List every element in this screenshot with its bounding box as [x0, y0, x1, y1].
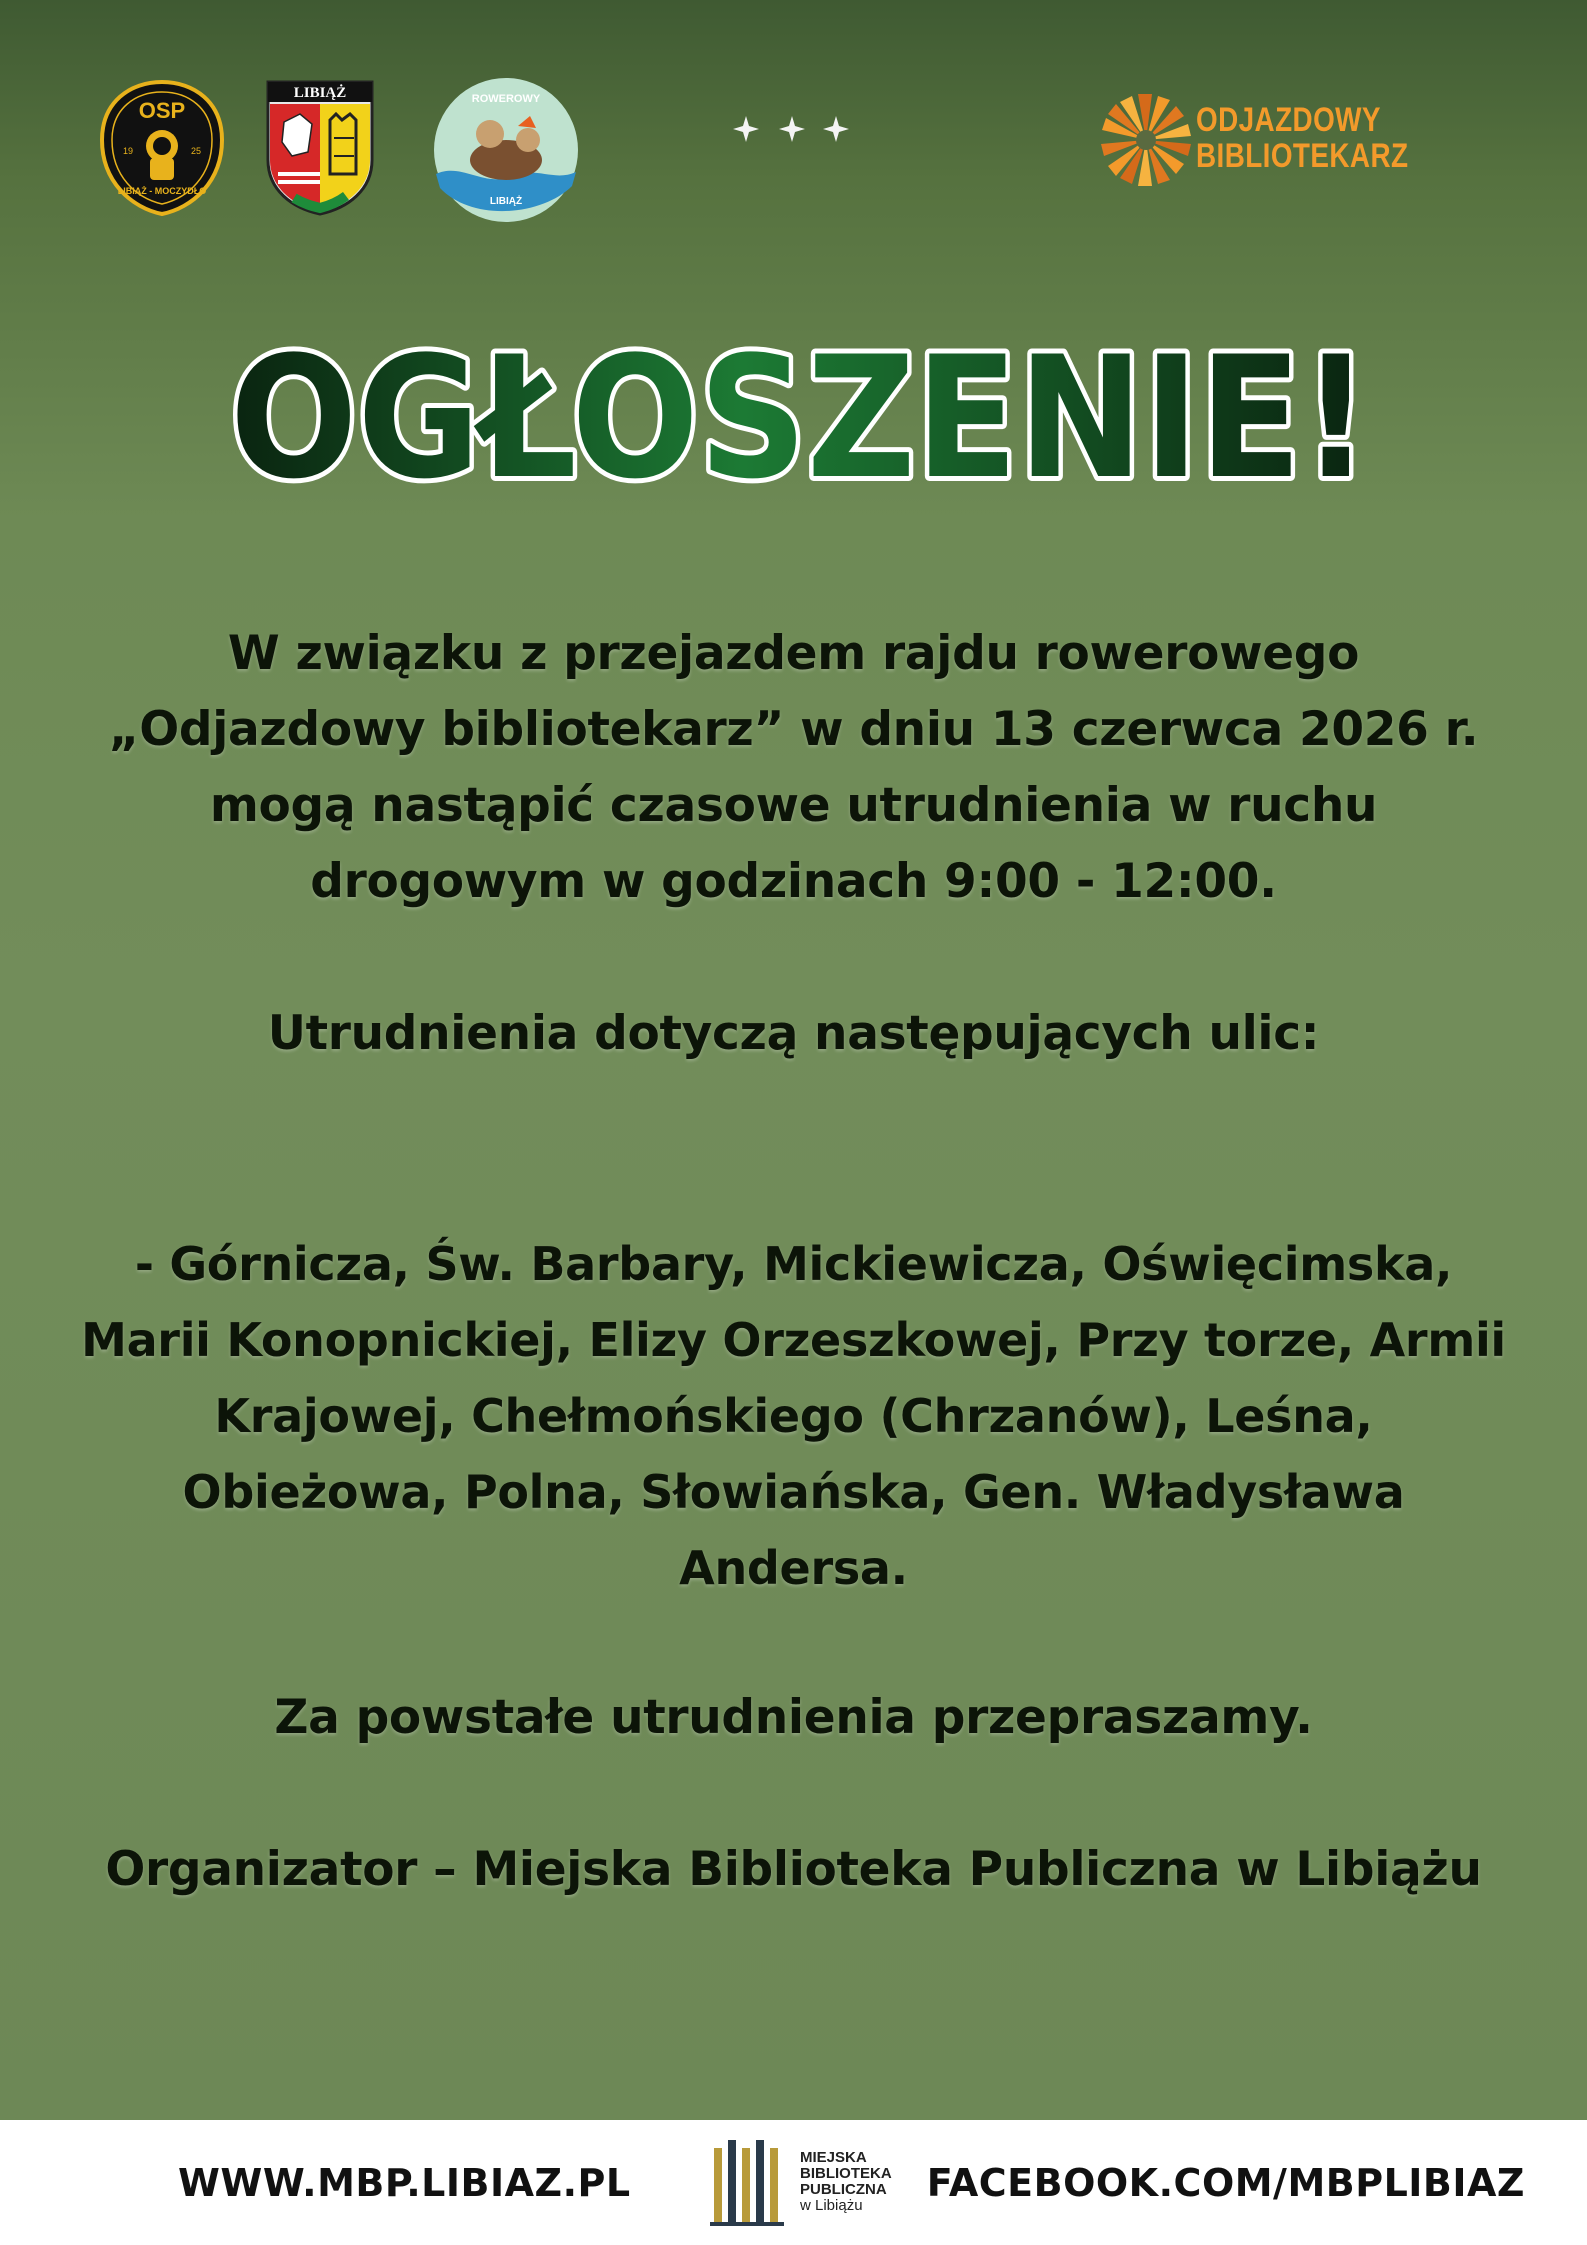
- streets-line: - Górnicza, Św. Barbary, Mickiewicza, Oświęcimska,: [134, 1237, 1453, 1291]
- intro-line: W związku z przejazdem rajdu rowerowego: [227, 626, 1360, 681]
- footer: [0, 2120, 1587, 2245]
- streets-heading: Utrudnienia dotyczą następujących ulic:: [267, 1006, 1320, 1061]
- library-logo-line: MIEJSKA: [800, 2149, 867, 2166]
- intro-line: drogowym w godzinach 9:00 - 12:00.: [310, 854, 1277, 909]
- sunburst-book-icon: [1098, 92, 1194, 188]
- odjazdowy-bibliotekarz-wordmark: [1196, 102, 1408, 174]
- odjazdowy-line1: ODJAZDOWY: [1196, 101, 1381, 139]
- streets-line: Andersa.: [679, 1541, 908, 1595]
- osp-year-right: 25: [190, 146, 202, 156]
- library-logo: [708, 2136, 892, 2232]
- intro-paragraph: [40, 616, 1547, 920]
- library-building-icon: [708, 2136, 794, 2232]
- odjazdowy-line2: BIBLIOTEKARZ: [1196, 137, 1409, 175]
- libiaz-crest-text: LIBIĄŻ: [293, 85, 347, 101]
- intro-line: „Odjazdowy bibliotekarz” w dniu 13 czerwca 2026 r.: [108, 702, 1479, 757]
- streets-line: Marii Konopnickiej, Elizy Orzeszkowej, Przy torze, Armii: [81, 1313, 1506, 1367]
- facebook-link[interactable]: FACEBOOK.COM/MBPLIBIAZ: [926, 2161, 1525, 2205]
- headline: [200, 316, 1400, 516]
- streets-list: [40, 1226, 1547, 1606]
- osp-ring-text: LIBIĄŻ - MOCZYDŁO: [117, 186, 207, 196]
- library-logo-line: w Libiążu: [800, 2197, 863, 2214]
- osp-title: OSP: [138, 98, 186, 123]
- headline-text: OGŁOSZENIE!: [230, 320, 1370, 516]
- library-logo-text: [800, 2150, 892, 2214]
- logo-bar: [0, 0, 1587, 300]
- streets-line: Obieżowa, Polna, Słowiańska, Gen. Władysława: [182, 1465, 1405, 1519]
- rowerowy-bottom-text: LIBIĄŻ: [489, 196, 523, 207]
- streets-line: Krajowej, Chełmońskiego (Chrzanów), Leśna,: [214, 1389, 1373, 1443]
- intro-line: mogą nastąpić czasowe utrudnienia w ruchu: [209, 778, 1378, 833]
- osp-logo: [98, 78, 226, 218]
- odjazdowy-bibliotekarz-logo: [1098, 92, 1409, 192]
- apology-text: Za powstałe utrudnienia przepraszamy.: [274, 1690, 1313, 1745]
- rowerowy-libiaz-logo: [432, 76, 580, 224]
- library-logo-line: PUBLICZNA: [800, 2181, 887, 2198]
- rowerowy-top-text: ROWEROWY: [471, 93, 541, 105]
- osp-year-left: 19: [122, 146, 134, 156]
- organizer-text: Organizator – Miejska Biblioteka Publiczna w Libiążu: [105, 1842, 1482, 1897]
- website-link[interactable]: WWW.MBP.LIBIAZ.PL: [178, 2161, 631, 2205]
- sparkle-icon: [730, 104, 854, 152]
- libiaz-crest-logo: [264, 78, 376, 218]
- library-logo-line: BIBLIOTEKA: [800, 2165, 892, 2182]
